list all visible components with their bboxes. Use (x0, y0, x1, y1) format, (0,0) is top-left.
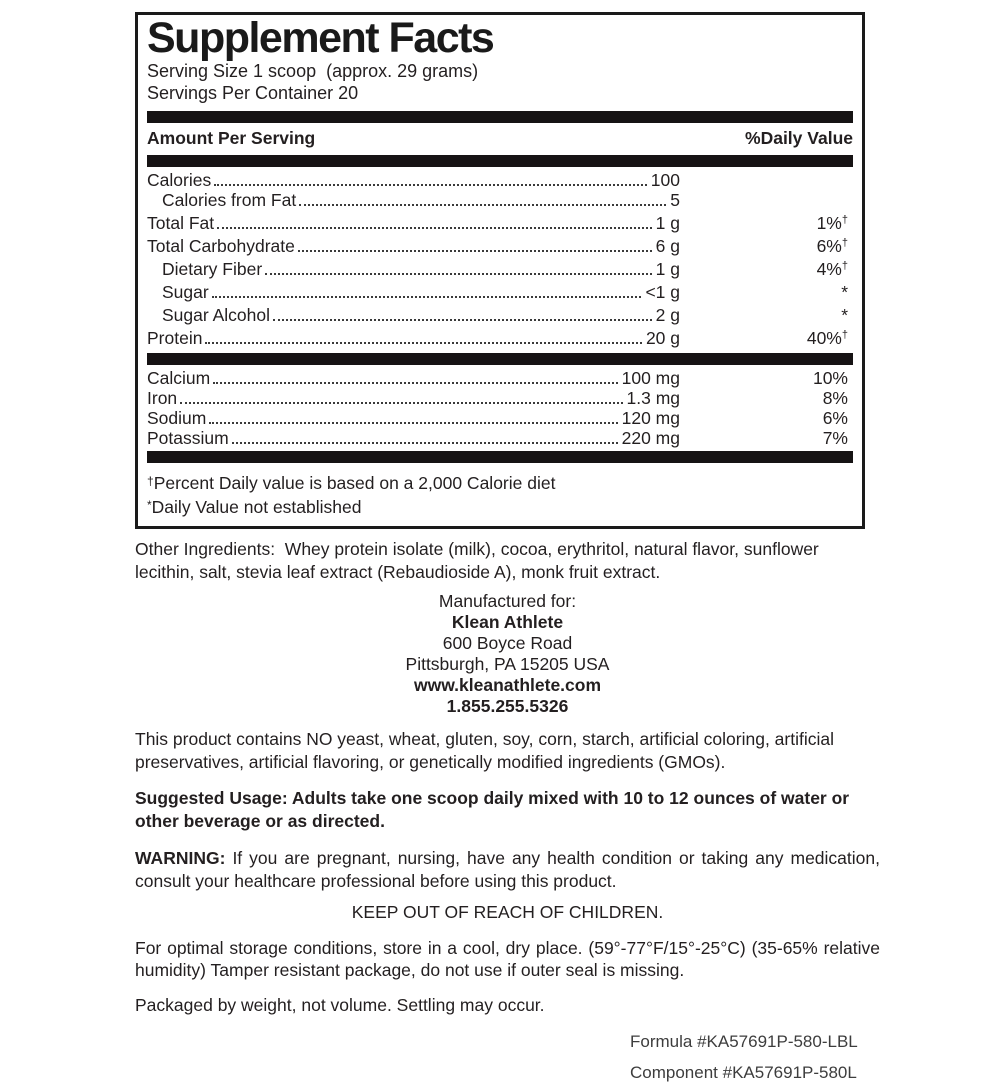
dagger-mark: † (841, 260, 848, 273)
nutrient-amount: 1 g (655, 259, 680, 280)
dagger-mark: † (841, 214, 848, 227)
nutrient-label: Sugar (162, 282, 209, 303)
nutrient-dv: 40%† (806, 328, 848, 349)
nutrient-amount: 20 g (645, 328, 680, 349)
table-row (147, 368, 853, 388)
dot-leader (205, 342, 641, 344)
divider-bar-header (147, 155, 853, 167)
packaging-note: Packaged by weight, not volume. Settling may occur. (135, 994, 545, 1015)
nutrient-label: Calories (147, 170, 212, 191)
table-row (147, 279, 853, 302)
nutrient-amount: 1.3 mg (626, 388, 680, 409)
nutrient-amount: 6 g (655, 236, 680, 257)
table-row (147, 190, 853, 210)
nutrient-label: Sodium (147, 408, 207, 429)
dot-leader (265, 273, 652, 275)
nutrient-label: Total Carbohydrate (147, 236, 295, 257)
manufacturer-address-city: Pittsburgh, PA 15205 USA (405, 654, 610, 675)
table-row (147, 428, 853, 448)
nutrient-dv: 7% (822, 428, 848, 449)
divider-bar-top (147, 111, 853, 123)
supplement-facts-panel (135, 12, 865, 529)
divider-bar-bottom (147, 451, 853, 463)
mineral-section (147, 365, 853, 451)
label-content (135, 12, 880, 1083)
manufacturer-address-street: 600 Boyce Road (442, 633, 573, 654)
nutrient-dv: 8% (822, 388, 848, 409)
dot-leader (213, 382, 617, 384)
nutrient-label: Total Fat (147, 213, 215, 234)
dot-leader (214, 184, 647, 186)
component-number: Component #KA57691P-580L (630, 1063, 857, 1083)
asterisk-mark: * (147, 498, 152, 513)
nutrient-amount: 2 g (655, 305, 680, 326)
nutrient-dv: 6% (822, 408, 848, 429)
table-row (147, 302, 853, 325)
dot-leader (273, 319, 652, 321)
table-row (147, 256, 853, 279)
footnote-daily-value: †Percent Daily value is based on a 2,000 Calorie diet (147, 473, 556, 494)
manufactured-for-label: Manufactured for: (438, 591, 577, 612)
nutrient-label: Calories from Fat (162, 190, 297, 211)
nutrient-amount: <1 g (645, 282, 680, 303)
panel-title: Supplement Facts (147, 14, 494, 62)
servings-per-container: Servings Per Container 20 (147, 82, 359, 103)
table-row (147, 170, 853, 190)
dagger-mark: † (841, 329, 848, 342)
nutrient-amount: 220 mg (621, 428, 680, 449)
serving-size: Serving Size 1 scoop (approx. 29 grams) (147, 61, 479, 82)
nutrient-amount: 1 g (655, 213, 680, 234)
table-row (147, 210, 853, 233)
table-row (147, 233, 853, 256)
manufacturer-name: Klean Athlete (451, 612, 564, 633)
storage-conditions: For optimal storage conditions, store in a cool, dry place. (59°-77°F/15°-25°C) (35-65% relative humidity) Tamper resistant package, do not use if outer seal is missing. (135, 937, 880, 981)
nutrient-section (147, 167, 853, 351)
manufacturer-website: www.kleanathlete.com (413, 675, 602, 696)
nutrient-dv: 1%† (816, 213, 848, 234)
table-row (147, 325, 853, 348)
nutrient-dv: 6%† (816, 236, 848, 257)
nutrient-amount: 100 mg (621, 368, 680, 389)
nutrient-label: Protein (147, 328, 203, 349)
suggested-usage: Suggested Usage: Adults take one scoop daily mixed with 10 to 12 ounces of water or other beverage or as directed. (135, 788, 850, 831)
nutrient-amount: 120 mg (621, 408, 680, 429)
formula-block (630, 1032, 880, 1083)
footnotes (147, 463, 853, 518)
nutrient-amount: 100 (650, 170, 680, 191)
nutrient-dv: * (841, 282, 848, 303)
table-row (147, 388, 853, 408)
dot-leader (217, 227, 652, 229)
dot-leader (299, 204, 666, 206)
warning-label: WARNING: (135, 848, 226, 869)
dagger-mark: † (147, 474, 154, 489)
daily-value-header: %Daily Value (745, 128, 853, 149)
nutrient-dv: 10% (812, 368, 848, 389)
nutrient-dv: * (841, 305, 848, 326)
amount-per-serving-header: Amount Per Serving (147, 128, 316, 149)
other-ingredients: Other Ingredients: Whey protein isolate (milk), cocoa, erythritol, natural flavor, sunflower lecithin, salt, stevia leaf extract (Rebaudioside A), monk fruit extract. (135, 539, 824, 582)
dot-leader (180, 402, 622, 404)
nutrient-label: Potassium (147, 428, 229, 449)
nutrient-label: Dietary Fiber (162, 259, 263, 280)
warning-text: If you are pregnant, nursing, have any health condition or taking any medication, consult your healthcare professional before using this product. (135, 848, 880, 891)
contains-statement: This product contains NO yeast, wheat, gluten, soy, corn, starch, artificial coloring, artificial preservatives, artificial flavoring, or genetically modified ingredients (GMOs). (135, 729, 835, 772)
nutrient-label: Sugar Alcohol (162, 305, 270, 326)
nutrient-label: Iron (147, 388, 178, 409)
panel-header-row (147, 123, 853, 155)
nutrient-dv: 4%† (816, 259, 848, 280)
manufacturer-block (135, 591, 880, 717)
nutrient-label: Calcium (147, 368, 211, 389)
dagger-mark: † (841, 237, 848, 250)
dot-leader (232, 442, 618, 444)
table-row (147, 408, 853, 428)
dot-leader (212, 296, 642, 298)
dot-leader (209, 422, 617, 424)
divider-bar-minerals (147, 353, 853, 365)
formula-number: Formula #KA57691P-580-LBL (630, 1032, 858, 1052)
dot-leader (298, 250, 652, 252)
footnote-not-established: *Daily Value not established (147, 497, 362, 518)
warning-statement (135, 847, 880, 892)
manufacturer-phone: 1.855.255.5326 (446, 696, 569, 717)
nutrient-amount: 5 (670, 190, 680, 211)
keep-out-of-reach: KEEP OUT OF REACH OF CHILDREN. (351, 902, 664, 923)
